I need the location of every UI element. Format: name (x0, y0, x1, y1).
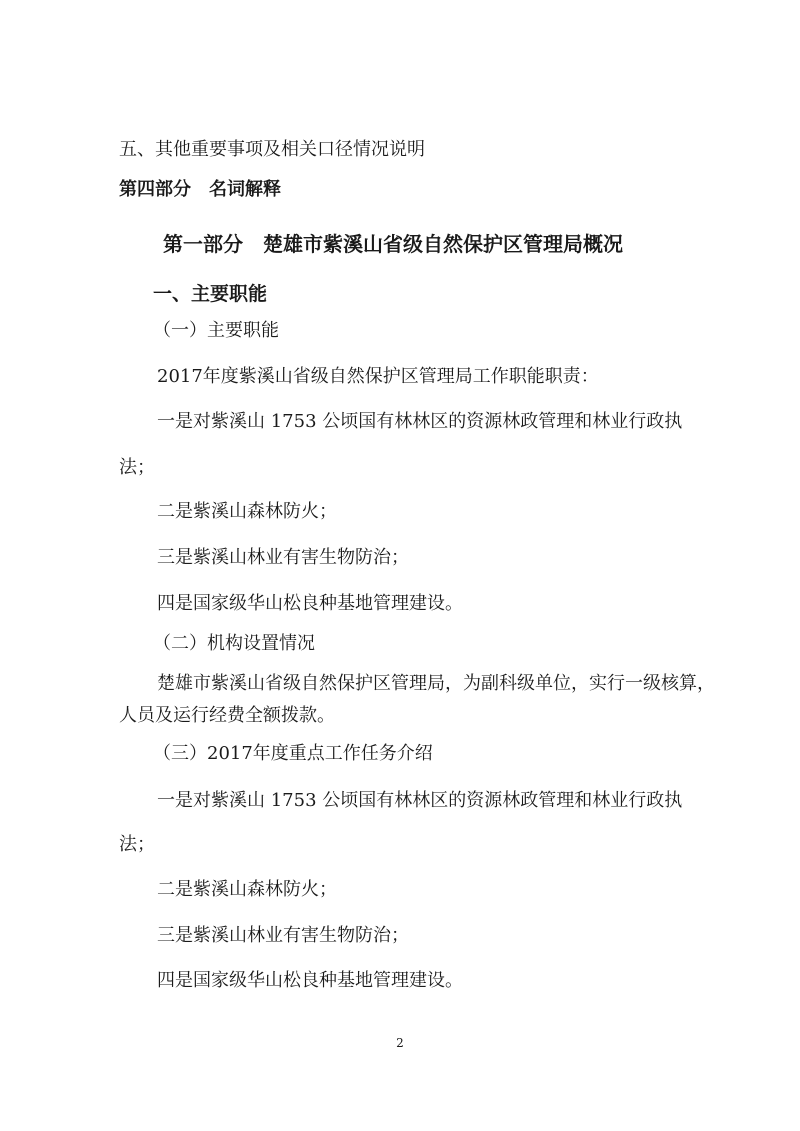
toc-part-4: 第四部分 名词解释 (119, 179, 281, 200)
sub-1-item-1-line-2: 法； (119, 457, 155, 478)
sub-1-item-3: 三是紫溪山林业有害生物防治； (157, 547, 409, 568)
sub-3-item-4: 四是国家级华山松良种基地管理建设。 (157, 970, 463, 991)
sub-2-text-line-1: 楚雄市紫溪山省级自然保护区管理局，为副科级单位，实行一级核算， (157, 673, 715, 694)
section-1-heading: 一、主要职能 (153, 283, 268, 305)
sub-3-item-2: 二是紫溪山森林防火； (157, 879, 337, 900)
sub-2-heading: （二）机构设置情况 (153, 633, 315, 654)
sub-3-item-1-line-1: 一是对紫溪山 1753 公顷国有林林区的资源林政管理和林业行政执 (157, 790, 683, 811)
sub-1-heading: （一）主要职能 (153, 320, 279, 341)
sub-1-intro: 2017年度紫溪山省级自然保护区管理局工作职能职责： (157, 366, 599, 387)
sub-1-item-2: 二是紫溪山森林防火； (157, 501, 337, 522)
sub-3-item-3: 三是紫溪山林业有害生物防治； (157, 925, 409, 946)
sub-2-text-line-2: 人员及运行经费全额拨款。 (119, 705, 335, 726)
page-number: 2 (396, 1036, 404, 1050)
sub-1-item-1-line-1: 一是对紫溪山 1753 公顷国有林林区的资源林政管理和林业行政执 (157, 411, 683, 432)
part-1-title: 第一部分 楚雄市紫溪山省级自然保护区管理局概况 (163, 232, 623, 256)
sub-3-heading: （三）2017年度重点工作任务介绍 (153, 743, 433, 764)
sub-1-item-4: 四是国家级华山松良种基地管理建设。 (157, 593, 463, 614)
toc-item-5: 五、其他重要事项及相关口径情况说明 (119, 139, 425, 160)
sub-3-item-1-line-2: 法； (119, 834, 155, 855)
